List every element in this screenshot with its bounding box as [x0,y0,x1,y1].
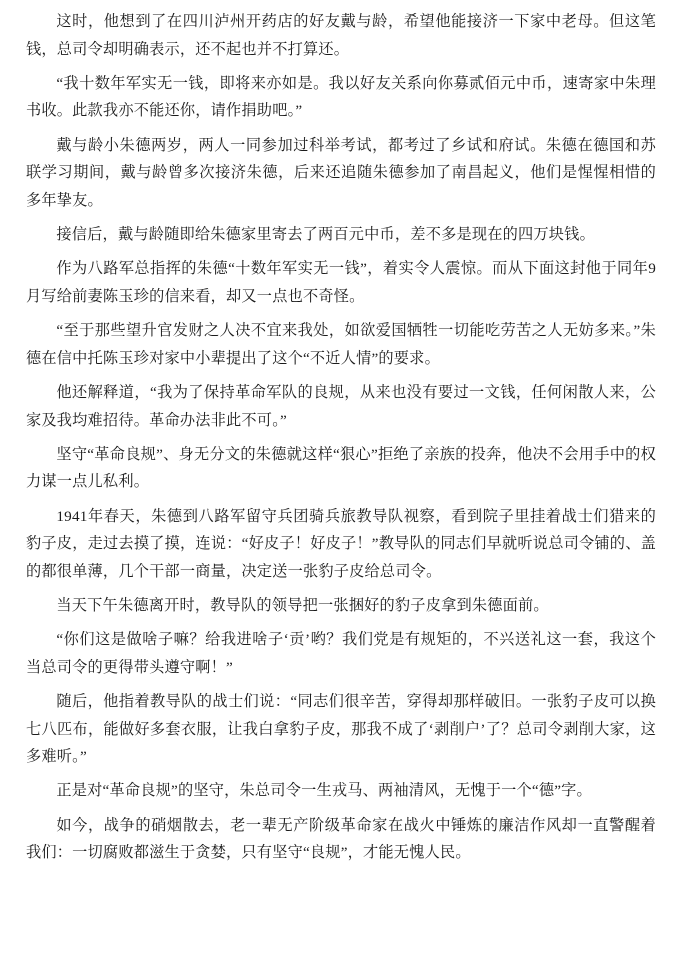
paragraph: 这时，他想到了在四川泸州开药店的好友戴与龄，希望他能接济一下家中老母。但这笔钱，总司令却明确表示，还不起也并不打算还。 [26,13,656,58]
paragraph: 当天下午朱德离开时，教导队的领导把一张捆好的豹子皮拿到朱德面前。 [56,596,549,614]
article-body [26,8,656,867]
paragraph-quote: “你们这是做啥子嘛？给我进啥子‘贡’哟？我们党是有规矩的，不兴送礼这一套，我这个当总司令的更得带头遵守啊！” [26,631,656,676]
paragraph-quote: “至于那些望升官发财之人决不宜来我处，如欲爱国牺牲一切能吃劳苦之人无妨多来。”朱德在信中托陈玉珍对家中小辈提出了这个“不近人情”的要求。 [26,322,656,367]
paragraph-quote: “我十数年军实无一钱，即将来亦如是。我以好友关系向你募贰佰元中币，速寄家中朱理书收。此款我亦不能还你，请作捐助吧。” [26,74,656,120]
paragraph: 1941年春天，朱德到八路军留守兵团骑兵旅教导队视察，看到院子里挂着战士们猎来的豹子皮，走过去摸了摸，连说：“好皮子！好皮子！”教导队的同志们早就听说总司令铺的、盖的都很单薄，几个干部一商量，决定送一张豹子皮给总司令。 [26,507,656,580]
paragraph: 如今，战争的硝烟散去，老一辈无产阶级革命家在战火中锤炼的廉洁作风却一直警醒着我们：一切腐败都滋生于贪婪，只有坚守“良规”，才能无愧人民。 [26,816,656,862]
paragraph: 戴与龄小朱德两岁，两人一同参加过科举考试，都考过了乡试和府试。朱德在德国和苏联学习期间，戴与龄曾多次接济朱德，后来还追随朱德参加了南昌起义，他们是惺惺相惜的多年挚友。 [26,136,656,209]
paragraph: 坚守“革命良规”、身无分文的朱德就这样“狠心”拒绝了亲族的投奔，他决不会用手中的权力谋一点儿私利。 [26,445,656,491]
paragraph: 作为八路军总指挥的朱德“十数年军实无一钱”，着实令人震惊。而从下面这封他于同年9月写给前妻陈玉珍的信来看，却又一点也不奇怪。 [26,260,656,305]
paragraph: 随后，他指着教导队的战士们说：“同志们很辛苦，穿得却那样破旧。一张豹子皮可以换七八匹布，能做好多套衣服，让我白拿豹子皮，那我不成了‘剥削户’了？总司令剥削大家，这多难听。” [26,692,656,766]
paragraph: 接信后，戴与龄随即给朱德家里寄去了两百元中币，差不多是现在的四万块钱。 [56,226,595,244]
paragraph: 正是对“革命良规”的坚守，朱总司令一生戎马、两袖清风，无愧于一个“德”字。 [56,782,592,800]
paragraph: 他还解释道，“我为了保持革命军队的良规，从来也没有要过一文钱，任何闲散人来，公家及我均难招待。革命办法非此不可。” [26,383,656,429]
